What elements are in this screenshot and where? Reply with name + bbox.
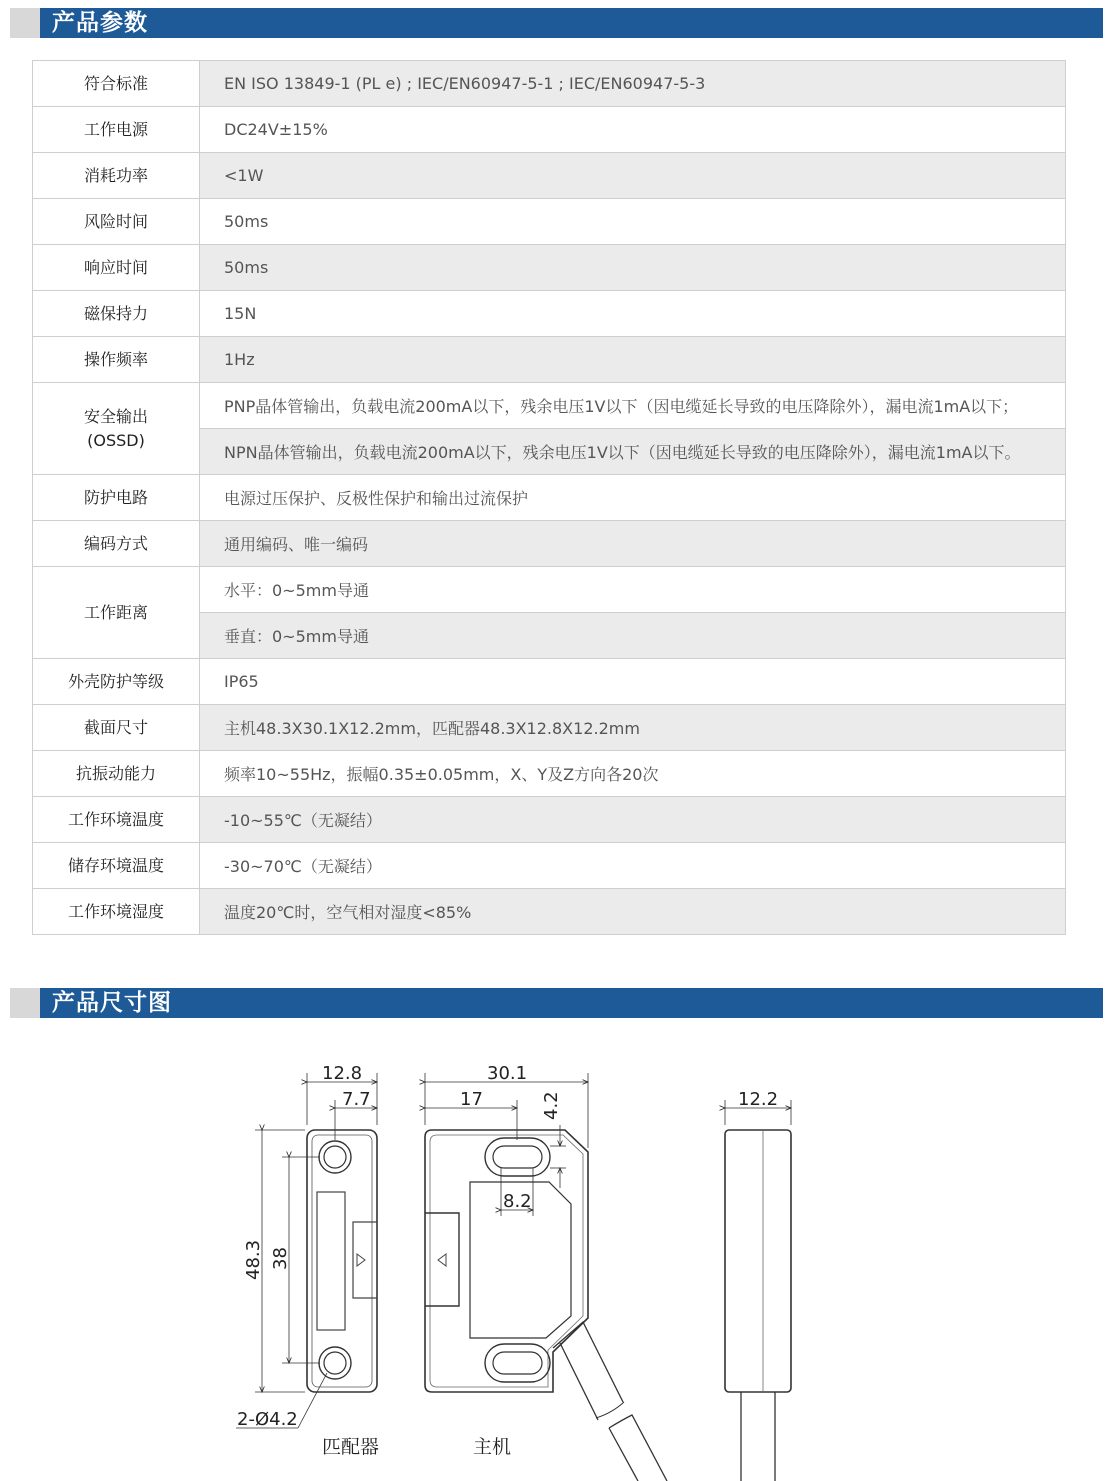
section-title: 产品参数 xyxy=(52,10,148,36)
spec-table xyxy=(32,60,1066,935)
dim-main-window: 8.2 xyxy=(503,1191,532,1212)
spec-label: 截面尺寸 xyxy=(33,705,200,751)
dim-main-slot: 4.2 xyxy=(541,1091,562,1120)
spec-label: 储存环境温度 xyxy=(33,843,200,889)
spec-row xyxy=(33,475,1066,521)
matcher-caption: 匹配器 xyxy=(322,1436,380,1458)
spec-label: 响应时间 xyxy=(33,245,200,291)
spec-row xyxy=(33,567,1066,613)
spec-label: 符合标准 xyxy=(33,61,200,107)
spec-label: 磁保持力 xyxy=(33,291,200,337)
spec-value: IP65 xyxy=(200,659,1066,705)
spec-label: 消耗功率 xyxy=(33,153,200,199)
spec-value: 水平：0~5mm导通 xyxy=(200,567,1066,613)
spec-value: 50ms xyxy=(200,199,1066,245)
dim-side-thickness: 12.2 xyxy=(738,1089,779,1110)
spec-value: PNP晶体管输出，负载电流200mA以下，残余电压1V以下（因电缆延长导致的电压降除外），漏电流1mA以下； xyxy=(200,383,1066,429)
spec-value: 通用编码、唯一编码 xyxy=(200,521,1066,567)
spec-value: NPN晶体管输出，负载电流200mA以下，残余电压1V以下（因电缆延长导致的电压降除外），漏电流1mA以下。 xyxy=(200,429,1066,475)
main-caption: 主机 xyxy=(473,1436,512,1458)
dim-matcher-height: 48.3 xyxy=(243,1239,264,1280)
spec-value: 50ms xyxy=(200,245,1066,291)
dim-main-width: 30.1 xyxy=(487,1063,528,1084)
spec-value: 15N xyxy=(200,291,1066,337)
spec-row xyxy=(33,659,1066,705)
section-title: 产品尺寸图 xyxy=(52,990,172,1016)
spec-value: -10~55℃（无凝结） xyxy=(200,797,1066,843)
dim-matcher-hole-pitch: 38 xyxy=(270,1247,291,1270)
spec-label: 安全输出 (OSSD) xyxy=(33,383,200,475)
spec-row xyxy=(33,245,1066,291)
dim-matcher-width: 12.8 xyxy=(322,1063,363,1084)
spec-row xyxy=(33,705,1066,751)
spec-row xyxy=(33,797,1066,843)
spec-label: 防护电路 xyxy=(33,475,200,521)
spec-label: 操作频率 xyxy=(33,337,200,383)
spec-label: 工作环境湿度 xyxy=(33,889,200,935)
spec-value: -30~70℃（无凝结） xyxy=(200,843,1066,889)
spec-label: 抗振动能力 xyxy=(33,751,200,797)
spec-value: 频率10~55Hz，振幅0.35±0.05mm，X、Y及Z方向各20次 xyxy=(200,751,1066,797)
dim-main-hole-offset: 17 xyxy=(460,1089,483,1110)
spec-value: 主机48.3X30.1X12.2mm，匹配器48.3X12.8X12.2mm xyxy=(200,705,1066,751)
spec-value: DC24V±15% xyxy=(200,107,1066,153)
spec-label: 风险时间 xyxy=(33,199,200,245)
main-unit-view xyxy=(425,1063,667,1481)
spec-value: <1W xyxy=(200,153,1066,199)
section-header-dimensions xyxy=(10,988,1103,1018)
spec-row xyxy=(33,843,1066,889)
spec-row xyxy=(33,153,1066,199)
spec-row xyxy=(33,291,1066,337)
spec-value: 电源过压保护、反极性保护和输出过流保护 xyxy=(200,475,1066,521)
spec-value: 垂直：0~5mm导通 xyxy=(200,613,1066,659)
spec-row xyxy=(33,889,1066,935)
spec-label: 工作环境温度 xyxy=(33,797,200,843)
spec-value: 1Hz xyxy=(200,337,1066,383)
spec-row xyxy=(33,337,1066,383)
spec-row xyxy=(33,107,1066,153)
dimension-drawing xyxy=(0,1030,1110,1481)
spec-row xyxy=(33,383,1066,429)
spec-label: 外壳防护等级 xyxy=(33,659,200,705)
spec-label: 工作电源 xyxy=(33,107,200,153)
spec-row xyxy=(33,61,1066,107)
spec-label: 编码方式 xyxy=(33,521,200,567)
matcher-view xyxy=(236,1063,379,1458)
spec-row xyxy=(33,521,1066,567)
spec-row xyxy=(33,199,1066,245)
side-view xyxy=(725,1089,791,1481)
dim-matcher-holes: 2-Ø4.2 xyxy=(237,1409,298,1430)
spec-label: 工作距离 xyxy=(33,567,200,659)
spec-value: 温度20℃时，空气相对湿度<85% xyxy=(200,889,1066,935)
spec-value: EN ISO 13849-1 (PL e) ; IEC/EN60947-5-1 ; IEC/EN60947-5-3 xyxy=(200,61,1066,107)
spec-row xyxy=(33,751,1066,797)
section-header-params xyxy=(10,8,1103,38)
dim-matcher-hole-offset: 7.7 xyxy=(342,1089,371,1110)
